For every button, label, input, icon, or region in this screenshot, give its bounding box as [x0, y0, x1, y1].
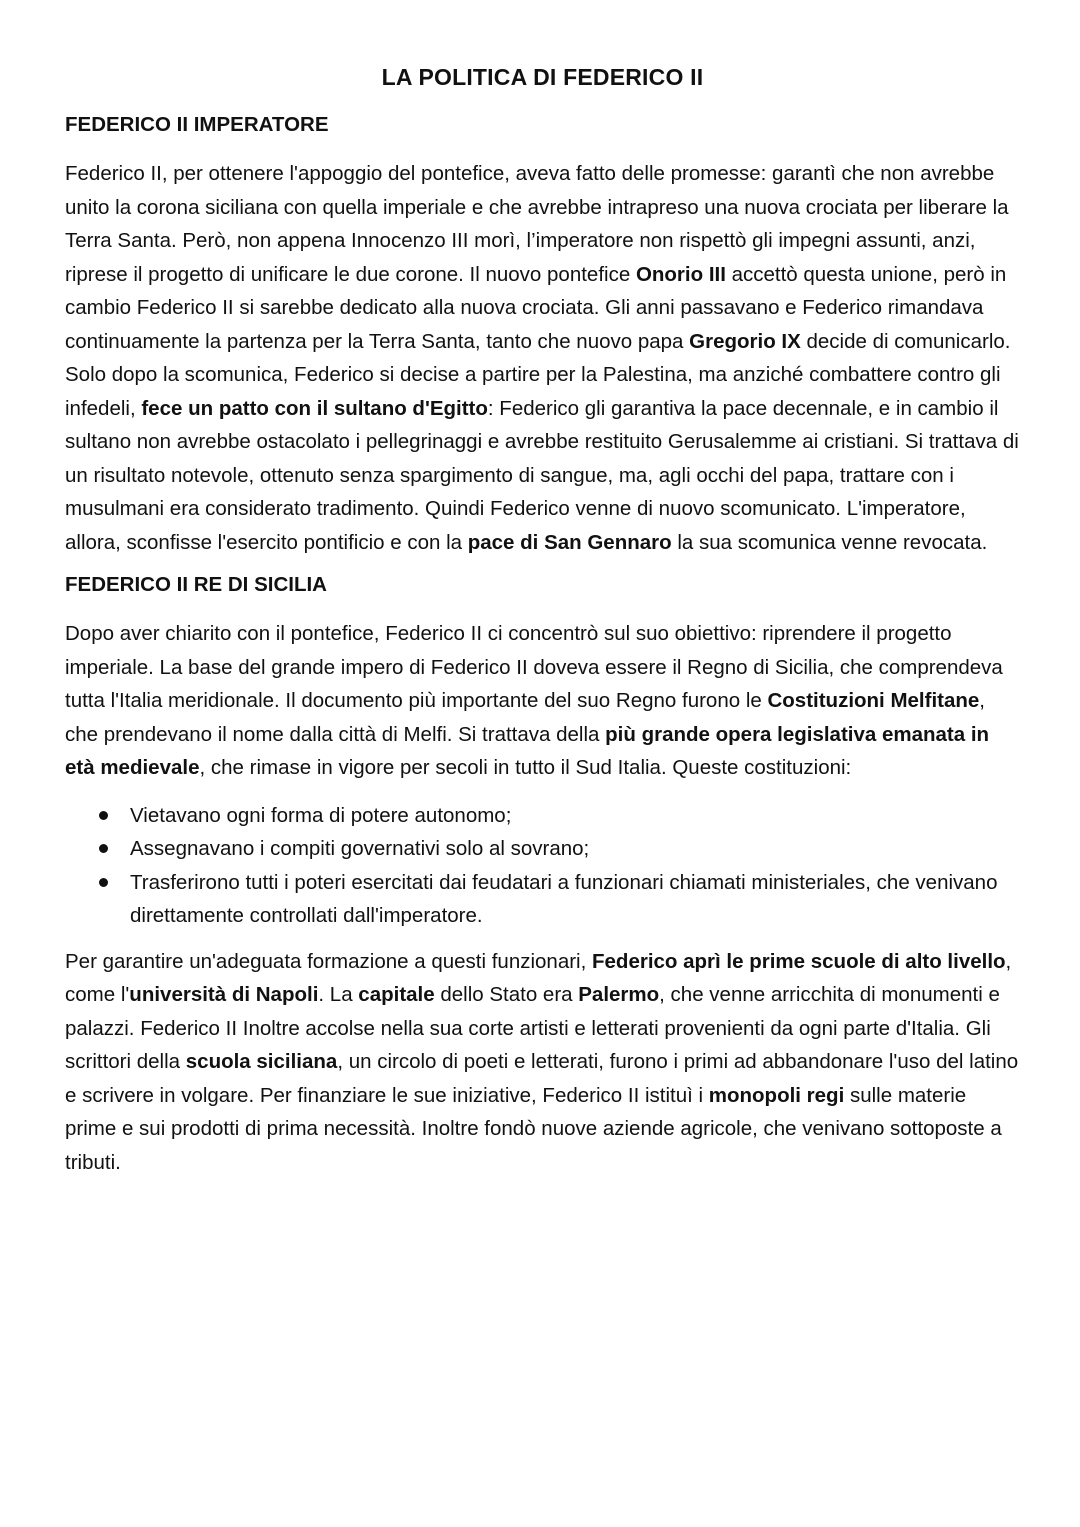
document-page: [65, 64, 1020, 1193]
bold-monopoli: monopoli regi: [708, 1083, 845, 1107]
bullet-list: [65, 799, 1020, 933]
list-item: Vietavano ogni forma di potere autonomo;: [130, 799, 1020, 833]
paragraph-re-di-sicilia: [65, 617, 1020, 785]
bold-costituzioni: Costituzioni Melfitane: [767, 689, 980, 712]
bold-palermo: Palermo: [578, 983, 660, 1006]
bold-gregorio: Gregorio IX: [689, 329, 801, 353]
text-run: decide di comunicarlo. Solo dopo la scomunica, Federico si decise a partire per la Palestina, ma anziché combattere contro gli infedeli,: [65, 329, 1011, 420]
text-run: accettò questa unione, però in cambio Federico II si sarebbe dedicato alla nuova crociata. Gli anni passavano e Federico rimandava continuamente la partenza per la Terra Santa, tanto che nuovo papa: [65, 262, 1007, 353]
paragraph-imperatore: [65, 157, 1020, 559]
list-item: Assegnavano i compiti governativi solo al sovrano;: [130, 832, 1020, 866]
text-run: dello Stato era: [434, 983, 579, 1006]
text-run: , come l': [65, 949, 1012, 1006]
bold-scuole: Federico aprì le prime scuole di alto livello: [592, 949, 1006, 973]
section-heading-re-di-sicilia: FEDERICO II RE DI SICILIA: [65, 573, 327, 596]
text-run: Federico II, per ottenere l'appoggio del pontefice, aveva fatto delle promesse: garantì che non avrebbe unito la corona siciliana con quella imperiale e che avrebbe intrapreso una nuova crociata per liberare la Terra Santa. Però, non appena Innocenzo III morì, l’imperatore non rispettò gli impegni assunti, anzi, riprese il progetto di unificare le due corone. Il nuovo pontefice: [65, 162, 1009, 286]
text-run: . La: [318, 983, 359, 1006]
list-item: Trasferirono tutti i poteri esercitati dai feudatari a funzionari chiamati ministeriales, che venivano direttamente controllati dall'imperatore.: [130, 866, 1020, 933]
text-run: , che venne arricchita di monumenti e palazzi. Federico II Inoltre accolse nella sua corte artisti e letterati provenienti da ogni parte d'Italia. Gli scrittori della: [65, 983, 1000, 1073]
text-run: , che rimase in vigore per secoli in tutto il Sud Italia. Queste costituzioni:: [199, 756, 852, 779]
text-run: : Federico gli garantiva la pace decennale, e in cambio il sultano non avrebbe ostacolato i pellegrinaggi e avrebbe restituito Gerusalemme ai cristiani. Si trattava di un risultato notevole, ottenuto senza spargimento di sangue, ma, agli occhi del papa, trattare con i musulmani era considerato tradimento. Quindi Federico venne di nuovo scomunicato. L'imperatore, allora, sconfisse l'esercito pontificio e con la: [65, 396, 1019, 554]
bold-universita: università di Napoli: [129, 983, 319, 1006]
bold-pace-san-gennaro: pace di San Gennaro: [467, 530, 672, 554]
page-title: LA POLITICA DI FEDERICO II: [381, 64, 704, 90]
section-heading-imperatore: FEDERICO II IMPERATORE: [65, 113, 329, 136]
bold-capitale: capitale: [358, 983, 435, 1006]
bold-opera-legislativa: più grande opera legislativa emanata in età medievale: [65, 722, 990, 779]
text-run: sulle materie prime e sui prodotti di prima necessità. Inoltre fondò nuove aziende agricole, che venivano sottoposte a tributi.: [65, 1083, 1002, 1174]
paragraph-funzionari: [65, 945, 1020, 1180]
bold-patto-sultano: fece un patto con il sultano d'Egitto: [141, 396, 488, 420]
text-run: , un circolo di poeti e letterati, furono i primi ad abbandonare l'uso del latino e scrivere in volgare. Per finanziare le sue iniziative, Federico II istituì i: [65, 1050, 1019, 1107]
bold-onorio: Onorio III: [635, 262, 726, 286]
bold-scuola-siciliana: scuola siciliana: [185, 1050, 338, 1073]
text-run: Dopo aver chiarito con il pontefice, Federico II ci concentrò sul suo obiettivo: riprendere il progetto imperiale. La base del grande impero di Federico II doveva essere il Regno di Sicilia, che comprendeva tutta l'Italia meridionale. Il documento più importante del suo Regno furono le: [65, 622, 1003, 712]
text-run: , che prendevano il nome dalla città di Melfi. Si trattava della: [65, 689, 985, 746]
text-run: la sua scomunica venne revocata.: [671, 530, 988, 554]
text-run: Per garantire un'adeguata formazione a questi funzionari,: [65, 949, 592, 973]
